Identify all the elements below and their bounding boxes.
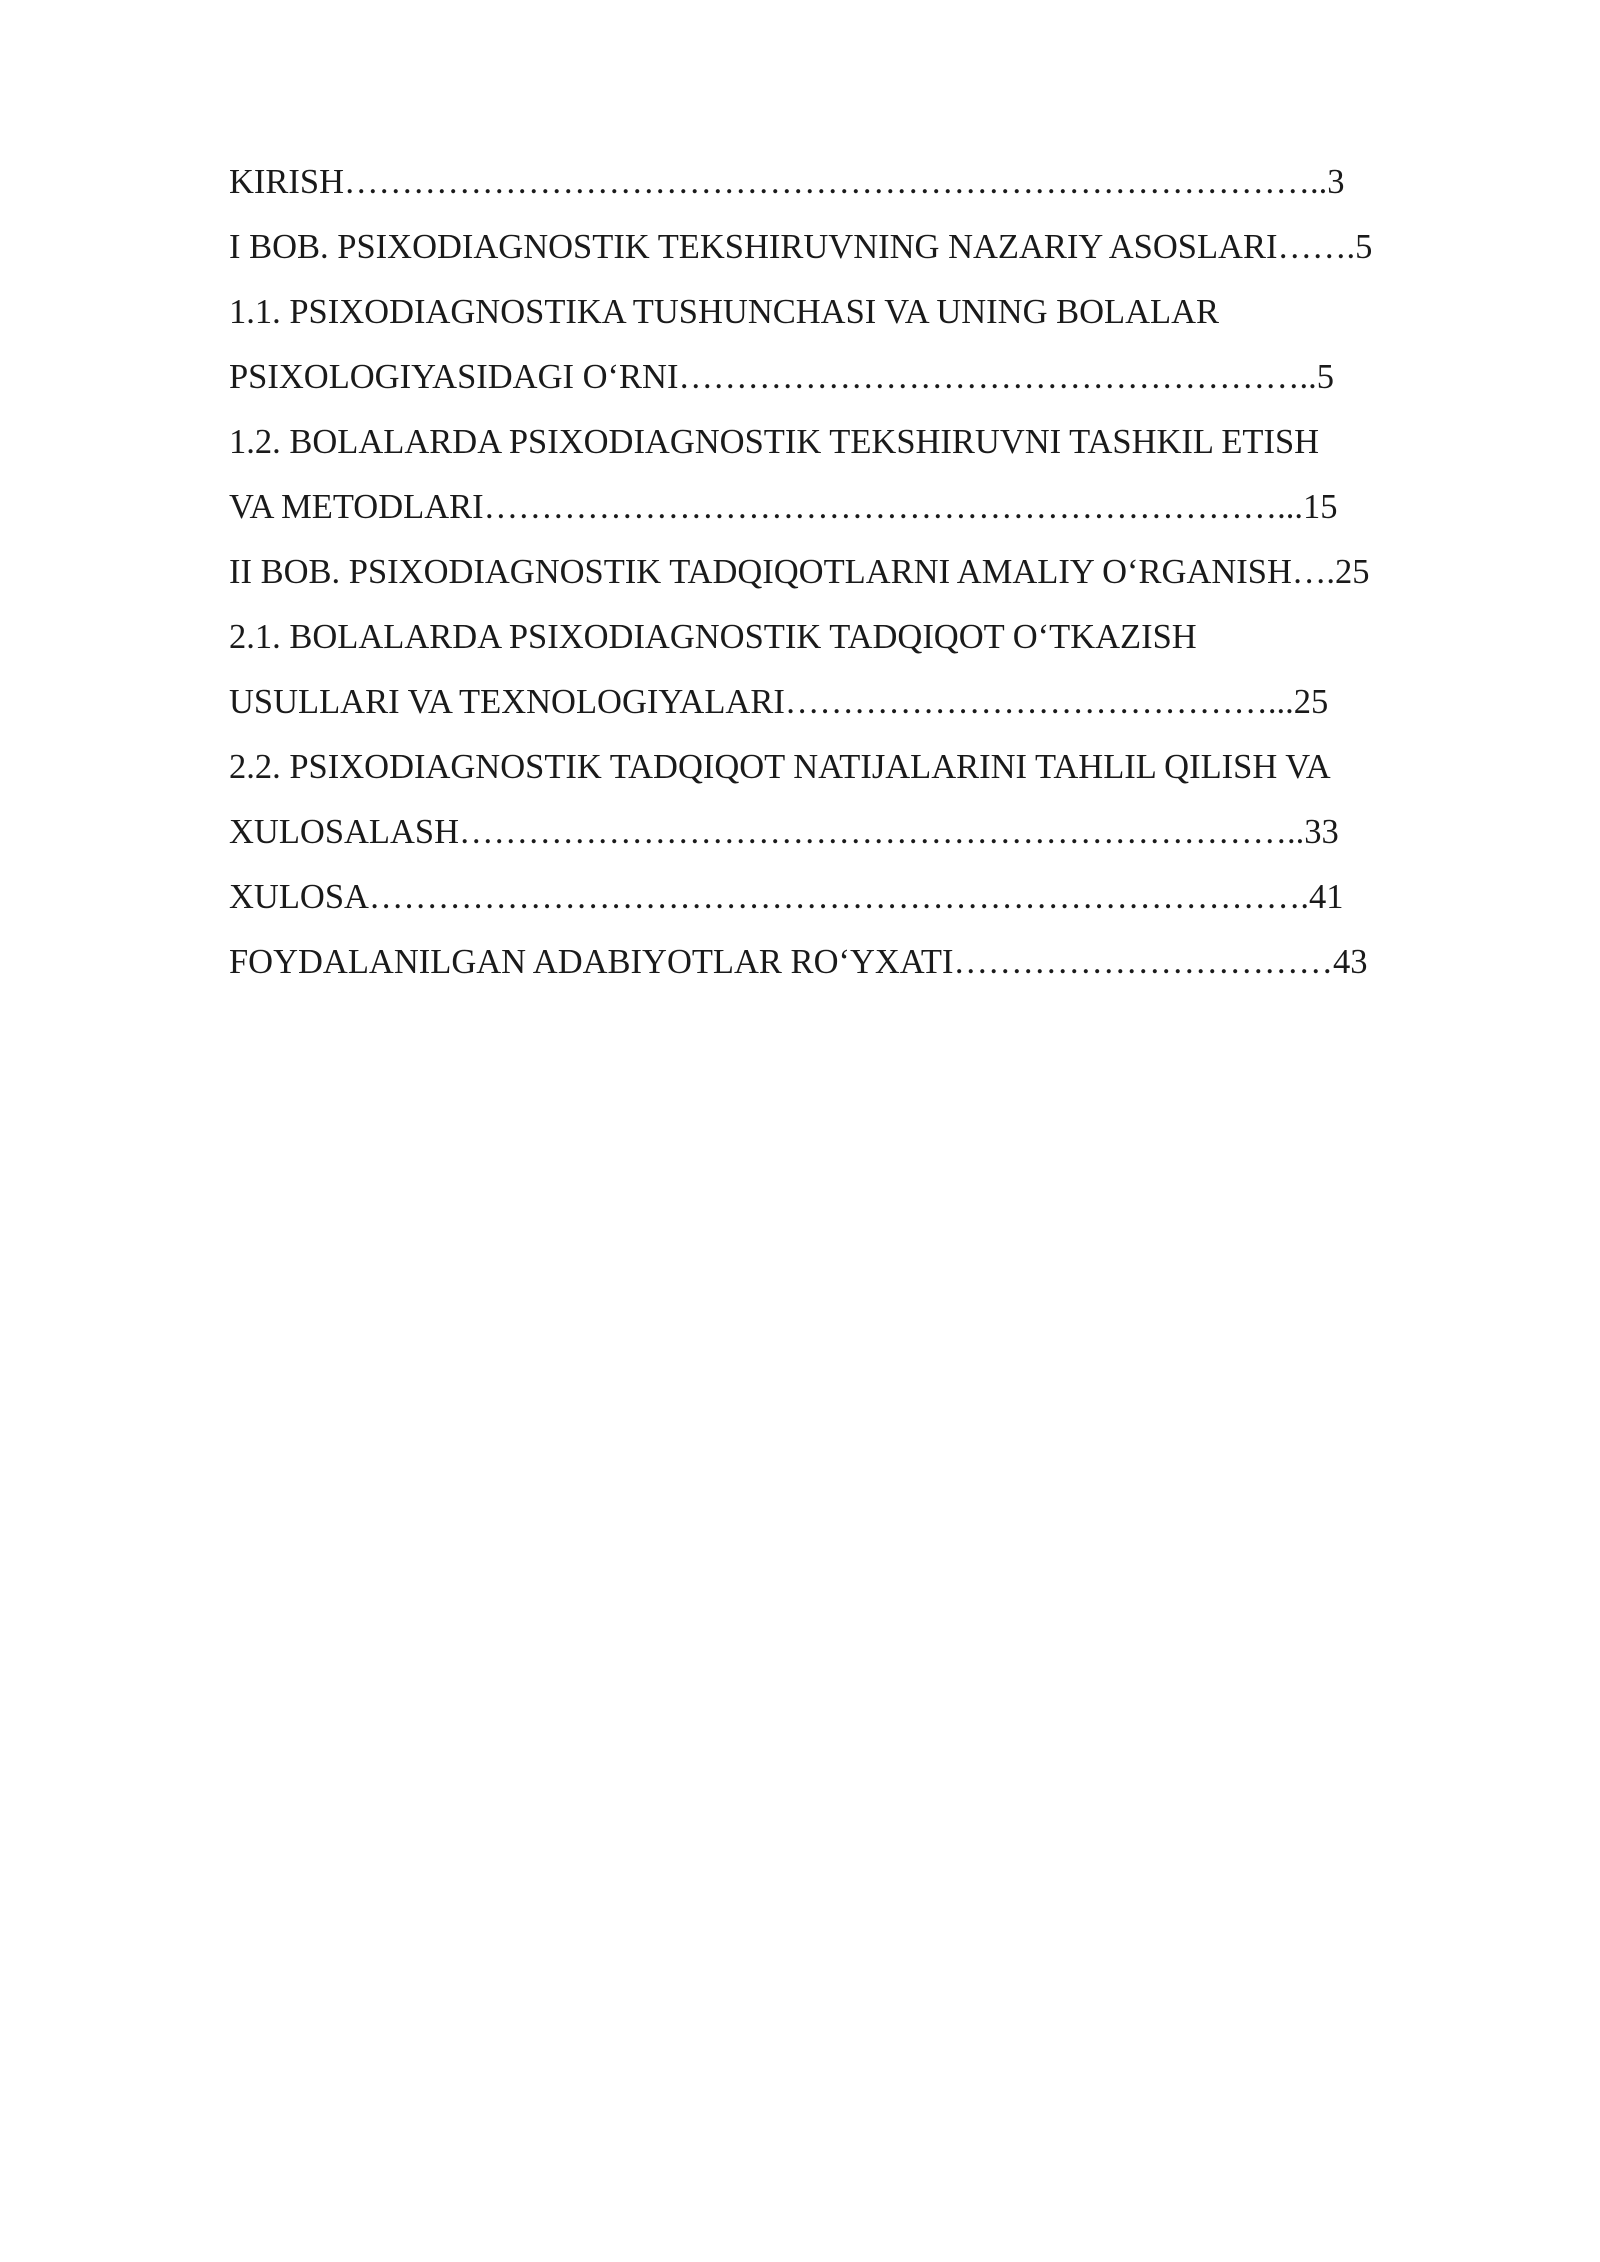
toc-entry-section-1-1-continued: PSIXOLOGIYASIDAGI O‘RNI………………………………………………..5 bbox=[229, 358, 1334, 396]
toc-entry-chapter-2: II BOB. PSIXODIAGNOSTIK TADQIQOTLARNI AMALIY O‘RGANISH….25 bbox=[229, 553, 1370, 591]
toc-entry-section-2-1-continued: USULLARI VA TEXNOLOGIYALARI……………………………………...25 bbox=[229, 683, 1329, 721]
toc-entry-bibliography: FOYDALANILGAN ADABIYOTLAR RO‘YXATI……………………………43 bbox=[229, 943, 1368, 981]
toc-entry-section-2-1: 2.1. BOLALARDA PSIXODIAGNOSTIK TADQIQOT O‘TKAZISH bbox=[229, 618, 1197, 656]
toc-entry-section-2-2-continued: XULOSALASH………………………………………………………………..33 bbox=[229, 813, 1339, 851]
toc-entry-section-1-1: 1.1. PSIXODIAGNOSTIKA TUSHUNCHASI VA UNING BOLALAR bbox=[229, 293, 1220, 331]
toc-entry-section-1-2: 1.2. BOLALARDA PSIXODIAGNOSTIK TEKSHIRUVNI TASHKIL ETISH bbox=[229, 423, 1320, 461]
toc-entry-section-2-2: 2.2. PSIXODIAGNOSTIK TADQIQOT NATIJALARINI TAHLIL QILISH VA bbox=[229, 748, 1331, 786]
table-of-contents bbox=[229, 150, 1499, 995]
toc-entry-xulosa: XULOSA……………………………………………………………………….41 bbox=[229, 878, 1344, 916]
toc-entry-section-1-2-continued: VA METODLARI……………………………………………………………...15 bbox=[229, 488, 1338, 526]
toc-entry-kirish: KIRISH…………………………………………………………………………..3 bbox=[229, 163, 1345, 201]
toc-entry-chapter-1: I BOB. PSIXODIAGNOSTIK TEKSHIRUVNING NAZARIY ASOSLARI…….5 bbox=[229, 228, 1373, 266]
